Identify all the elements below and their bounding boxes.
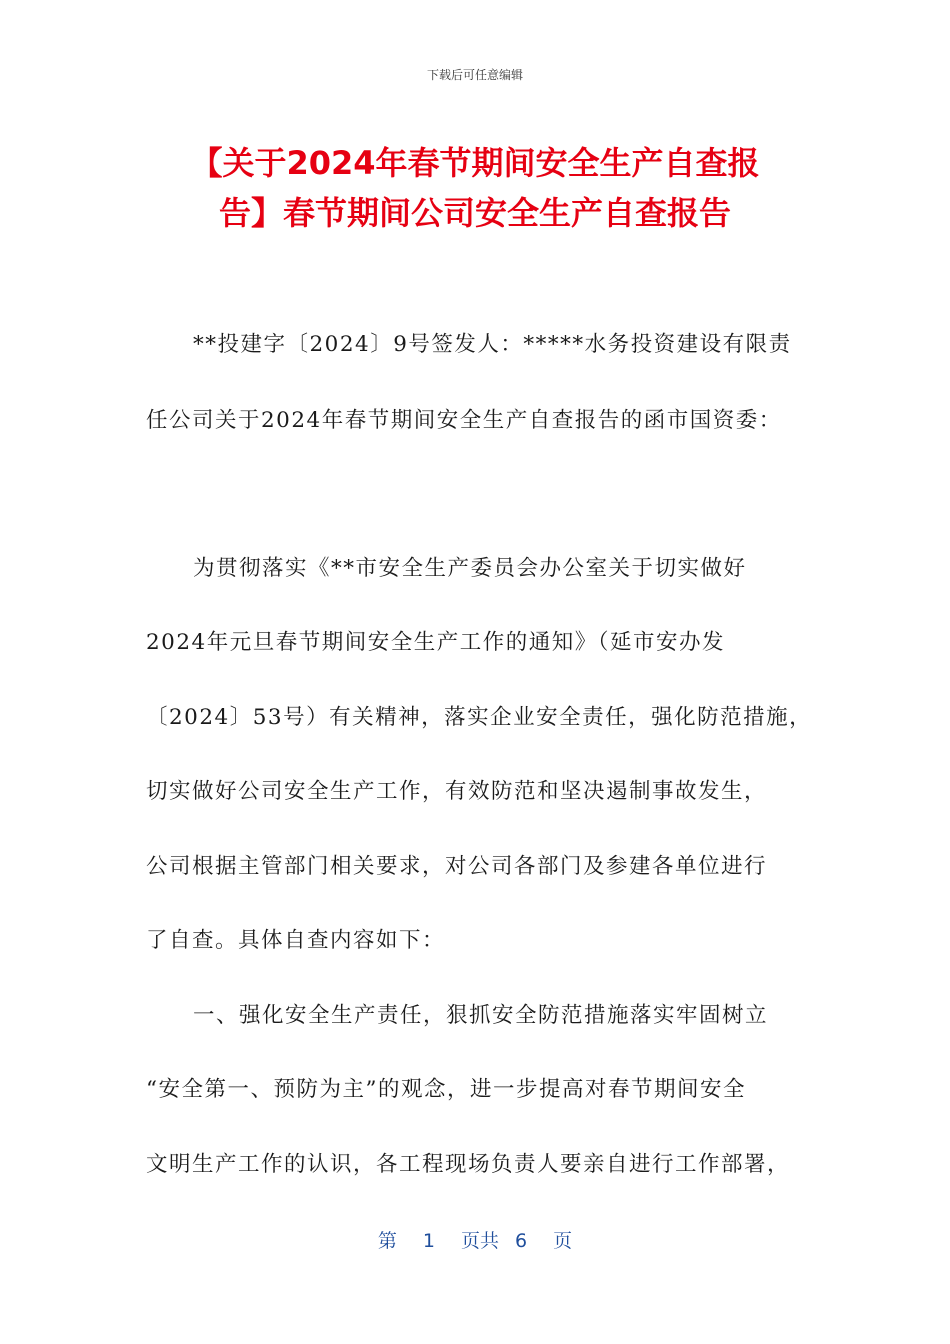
body-line-8: 了自查。具体自查内容如下：	[146, 928, 446, 953]
footer-total-pages: 6	[515, 1230, 528, 1252]
footer-prefix: 第	[377, 1230, 397, 1252]
document-title-line-2: 告】春节期间公司安全生产自查报告	[218, 194, 731, 232]
body-line-6: 切实做好公司安全生产工作，有效防范和坚决遏制事故发生，	[146, 779, 768, 804]
header-note: 下载后可任意编辑	[426, 68, 523, 82]
footer-suffix: 页	[553, 1230, 573, 1252]
body-line-3: 为贯彻落实《**市安全生产委员会办公室关于切实做好	[193, 556, 747, 581]
document-title-line-1: 【关于2024年春节期间安全生产自查报	[190, 144, 760, 182]
footer-current-page: 1	[422, 1230, 435, 1252]
body-line-2: 任公司关于2024年春节期间安全生产自查报告的函市国资委：	[146, 408, 782, 433]
body-line-7: 公司根据主管部门相关要求，对公司各部门及参建各单位进行	[146, 854, 768, 879]
body-line-1: **投建字〔2024〕9号签发人：*****水务投资建设有限责	[193, 332, 792, 357]
body-line-11: 文明生产工作的认识，各工程现场负责人要亲自进行工作部署，	[146, 1152, 791, 1177]
footer-middle: 页共	[460, 1230, 499, 1252]
body-line-9: 一、强化安全生产责任，狠抓安全防范措施落实牢固树立	[193, 1003, 769, 1028]
page-footer	[0, 1226, 950, 1253]
body-line-10: “安全第一、预防为主”的观念，进一步提高对春节期间安全	[146, 1077, 746, 1102]
body-line-5: 〔2024〕53号）有关精神，落实企业安全责任，强化防范措施，	[146, 705, 813, 730]
body-line-4: 2024年元旦春节期间安全生产工作的通知》（延市安办发	[146, 630, 725, 655]
